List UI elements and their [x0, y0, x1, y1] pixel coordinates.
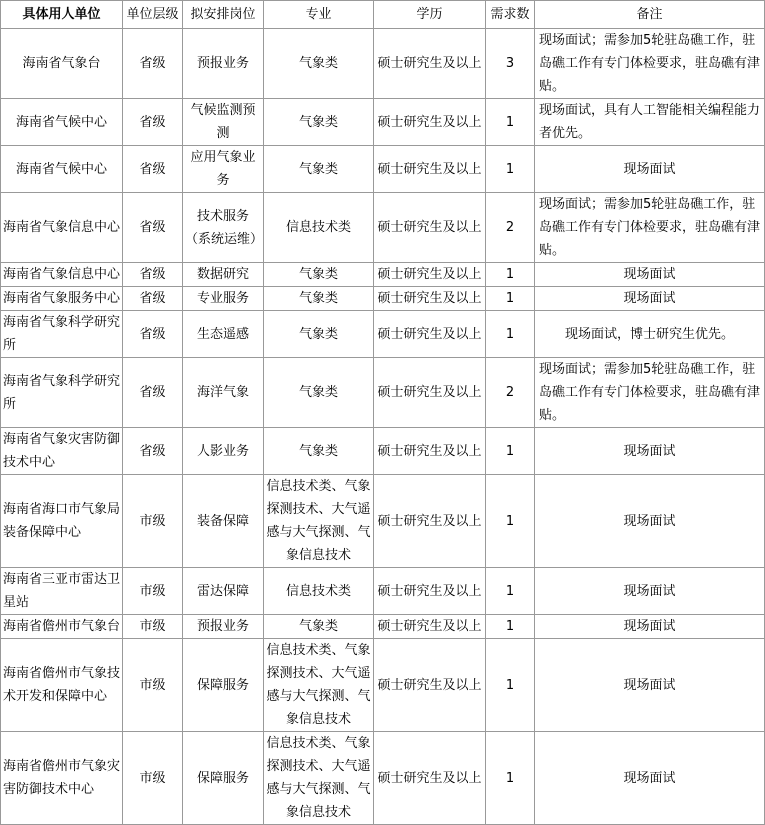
header-education: 学历 — [374, 1, 486, 29]
cell-note: 现场面试，博士研究生优先。 — [535, 311, 765, 358]
cell-post: 技术服务（系统运维） — [183, 193, 264, 263]
cell-unit: 海南省气象科学研究所 — [1, 311, 123, 358]
table-row — [1, 428, 765, 475]
cell-note: 现场面试；需参加5轮驻岛礁工作，驻岛礁工作有专门体检要求，驻岛礁有津贴。 — [535, 29, 765, 99]
table-row — [1, 99, 765, 146]
cell-level: 省级 — [123, 358, 183, 428]
cell-count: 1 — [486, 475, 535, 568]
table-row — [1, 29, 765, 99]
cell-note: 现场面试 — [535, 263, 765, 287]
header-major: 专业 — [264, 1, 374, 29]
table-row — [1, 475, 765, 568]
cell-count: 1 — [486, 263, 535, 287]
cell-note: 现场面试；需参加5轮驻岛礁工作，驻岛礁工作有专门体检要求，驻岛礁有津贴。 — [535, 193, 765, 263]
cell-education: 硕士研究生及以上 — [374, 568, 486, 615]
cell-unit: 海南省气象服务中心 — [1, 287, 123, 311]
cell-post: 雷达保障 — [183, 568, 264, 615]
cell-level: 省级 — [123, 263, 183, 287]
table-row — [1, 263, 765, 287]
cell-unit: 海南省气象信息中心 — [1, 193, 123, 263]
cell-major: 信息技术类 — [264, 193, 374, 263]
header-count: 需求数 — [486, 1, 535, 29]
cell-education: 硕士研究生及以上 — [374, 193, 486, 263]
header-post: 拟安排岗位 — [183, 1, 264, 29]
cell-note: 现场面试 — [535, 732, 765, 825]
cell-post: 应用气象业务 — [183, 146, 264, 193]
cell-note: 现场面试 — [535, 639, 765, 732]
cell-note: 现场面试；需参加5轮驻岛礁工作，驻岛礁工作有专门体检要求，驻岛礁有津贴。 — [535, 358, 765, 428]
cell-major: 信息技术类、气象探测技术、大气遥感与大气探测、气象信息技术 — [264, 732, 374, 825]
cell-unit: 海南省儋州市气象台 — [1, 615, 123, 639]
cell-unit: 海南省儋州市气象技术开发和保障中心 — [1, 639, 123, 732]
cell-major: 气象类 — [264, 146, 374, 193]
cell-level: 省级 — [123, 287, 183, 311]
cell-count: 1 — [486, 99, 535, 146]
cell-major: 气象类 — [264, 99, 374, 146]
cell-note: 现场面试 — [535, 568, 765, 615]
cell-education: 硕士研究生及以上 — [374, 287, 486, 311]
cell-education: 硕士研究生及以上 — [374, 615, 486, 639]
header-level: 单位层级 — [123, 1, 183, 29]
table-row — [1, 568, 765, 615]
cell-major: 气象类 — [264, 287, 374, 311]
table-row — [1, 639, 765, 732]
cell-count: 1 — [486, 428, 535, 475]
cell-count: 1 — [486, 311, 535, 358]
cell-education: 硕士研究生及以上 — [374, 99, 486, 146]
cell-count: 2 — [486, 358, 535, 428]
cell-post: 数据研究 — [183, 263, 264, 287]
cell-major: 信息技术类、气象探测技术、大气遥感与大气探测、气象信息技术 — [264, 639, 374, 732]
table-row — [1, 358, 765, 428]
cell-post: 生态遥感 — [183, 311, 264, 358]
table-body — [1, 29, 765, 825]
cell-count: 1 — [486, 287, 535, 311]
table-row — [1, 287, 765, 311]
cell-count: 1 — [486, 732, 535, 825]
cell-unit: 海南省气象台 — [1, 29, 123, 99]
cell-unit: 海南省气象科学研究所 — [1, 358, 123, 428]
cell-level: 市级 — [123, 639, 183, 732]
cell-education: 硕士研究生及以上 — [374, 311, 486, 358]
cell-major: 信息技术类、气象探测技术、大气遥感与大气探测、气象信息技术 — [264, 475, 374, 568]
cell-major: 气象类 — [264, 263, 374, 287]
cell-unit: 海南省气候中心 — [1, 146, 123, 193]
cell-note: 现场面试 — [535, 475, 765, 568]
cell-unit: 海南省气象灾害防御技术中心 — [1, 428, 123, 475]
cell-level: 省级 — [123, 29, 183, 99]
header-note: 备注 — [535, 1, 765, 29]
cell-count: 1 — [486, 615, 535, 639]
cell-unit: 海南省气候中心 — [1, 99, 123, 146]
cell-count: 1 — [486, 639, 535, 732]
cell-post: 保障服务 — [183, 639, 264, 732]
cell-unit: 海南省气象信息中心 — [1, 263, 123, 287]
cell-post: 人影业务 — [183, 428, 264, 475]
cell-level: 省级 — [123, 193, 183, 263]
cell-unit: 海南省三亚市雷达卫星站 — [1, 568, 123, 615]
table-row — [1, 193, 765, 263]
cell-education: 硕士研究生及以上 — [374, 475, 486, 568]
cell-level: 市级 — [123, 615, 183, 639]
cell-level: 省级 — [123, 99, 183, 146]
cell-post: 气候监测预测 — [183, 99, 264, 146]
cell-note: 现场面试 — [535, 287, 765, 311]
cell-note: 现场面试 — [535, 146, 765, 193]
cell-education: 硕士研究生及以上 — [374, 639, 486, 732]
cell-major: 信息技术类 — [264, 568, 374, 615]
cell-education: 硕士研究生及以上 — [374, 732, 486, 825]
header-unit-label: 具体用人单位 — [22, 7, 101, 22]
header-unit — [1, 1, 123, 29]
table-header-row — [1, 1, 765, 29]
cell-unit: 海南省海口市气象局装备保障中心 — [1, 475, 123, 568]
cell-count: 1 — [486, 568, 535, 615]
cell-post: 保障服务 — [183, 732, 264, 825]
cell-major: 气象类 — [264, 358, 374, 428]
cell-education: 硕士研究生及以上 — [374, 146, 486, 193]
cell-major: 气象类 — [264, 311, 374, 358]
cell-count: 1 — [486, 146, 535, 193]
cell-post: 预报业务 — [183, 615, 264, 639]
cell-post: 海洋气象 — [183, 358, 264, 428]
cell-education: 硕士研究生及以上 — [374, 428, 486, 475]
cell-note: 现场面试 — [535, 615, 765, 639]
table-row — [1, 311, 765, 358]
cell-level: 市级 — [123, 732, 183, 825]
cell-major: 气象类 — [264, 29, 374, 99]
cell-level: 省级 — [123, 428, 183, 475]
cell-note: 现场面试，具有人工智能相关编程能力者优先。 — [535, 99, 765, 146]
cell-education: 硕士研究生及以上 — [374, 263, 486, 287]
cell-note: 现场面试 — [535, 428, 765, 475]
cell-post: 预报业务 — [183, 29, 264, 99]
cell-level: 市级 — [123, 475, 183, 568]
cell-level: 省级 — [123, 146, 183, 193]
cell-count: 2 — [486, 193, 535, 263]
table-row — [1, 615, 765, 639]
cell-education: 硕士研究生及以上 — [374, 358, 486, 428]
cell-unit: 海南省儋州市气象灾害防御技术中心 — [1, 732, 123, 825]
cell-major: 气象类 — [264, 428, 374, 475]
cell-post: 装备保障 — [183, 475, 264, 568]
cell-post: 专业服务 — [183, 287, 264, 311]
cell-education: 硕士研究生及以上 — [374, 29, 486, 99]
cell-major: 气象类 — [264, 615, 374, 639]
cell-count: 3 — [486, 29, 535, 99]
table-row — [1, 146, 765, 193]
cell-level: 市级 — [123, 568, 183, 615]
table-row — [1, 732, 765, 825]
cell-level: 省级 — [123, 311, 183, 358]
